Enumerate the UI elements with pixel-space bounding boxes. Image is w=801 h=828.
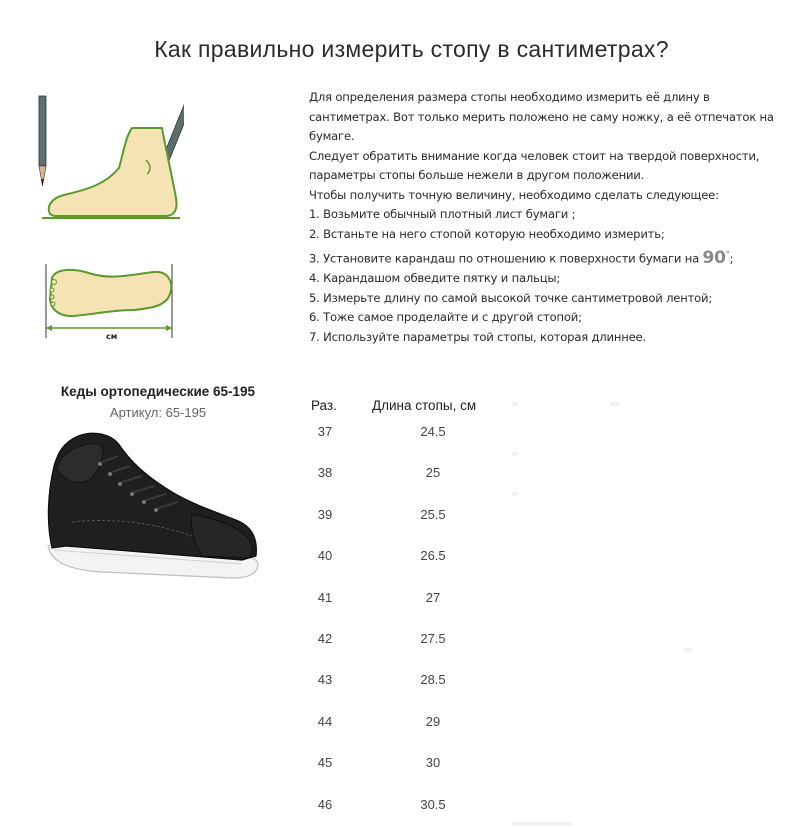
- instruction-step-4: 4. Карандашом обведите пятку и пальцы;: [309, 271, 561, 286]
- instruction-step-3: [309, 244, 789, 269]
- length-cell: 27.5: [420, 631, 446, 646]
- angle-value: 90°: [702, 247, 730, 268]
- length-cell: 29: [425, 714, 441, 729]
- length-cell: 28.5: [420, 672, 446, 687]
- background-artifact: [512, 822, 572, 826]
- foot-measure-illustration: [34, 88, 184, 348]
- cm-label: см: [106, 332, 118, 341]
- pencil-left-icon: [39, 96, 46, 186]
- size-cell: 44: [317, 714, 333, 729]
- instruction-step-7: 7. Используйте параметры той стопы, которая длиннее.: [309, 329, 646, 344]
- length-cell: 24.5: [420, 424, 446, 439]
- size-cell: 42: [317, 631, 333, 646]
- table-row: [0, 424, 500, 444]
- instruction-step-6: 6. Тоже самое проделайте и с другой стопой;: [309, 310, 582, 325]
- instruction-intro: Для определения размера стопы необходимо измерить её длину в сантиметрах. Вот только мерить положено не саму ножку, а её отпечаток на бумаге.: [309, 90, 774, 143]
- table-row: [0, 465, 500, 485]
- size-column-header: Раз.: [311, 398, 337, 413]
- instruction-step-5: 5. Измерьте длину по самой высокой точке сантиметровой лентой;: [309, 290, 713, 305]
- background-artifact: [684, 648, 692, 652]
- table-row: [0, 631, 500, 651]
- instruction-lead: Чтобы получить точную величину, необходимо сделать следующее:: [309, 187, 719, 202]
- table-row: [0, 797, 500, 817]
- product-name[interactable]: Кеды ортопедические 65-195: [60, 384, 256, 399]
- size-cell: 38: [317, 465, 333, 480]
- angle-suffix: ;: [729, 251, 734, 266]
- length-cell: 30: [425, 755, 441, 770]
- table-row: [0, 507, 500, 527]
- size-cell: 40: [317, 548, 333, 563]
- footprint-icon: [46, 264, 172, 338]
- table-row: [0, 590, 500, 610]
- length-cell: 30.5: [420, 797, 446, 812]
- instruction-step-1: 1. Возьмите обычный плотный лист бумаги ;: [309, 207, 576, 221]
- product-sku: Артикул: 65-195: [109, 405, 207, 420]
- background-artifact: [512, 492, 518, 496]
- table-row: [0, 755, 500, 775]
- foot-length-column-header: Длина стопы, см: [372, 398, 477, 413]
- table-row: [0, 714, 500, 734]
- size-cell: 39: [317, 507, 333, 522]
- page-title: Как правильно измерить стопу в сантиметрах?: [154, 36, 669, 62]
- background-artifact: [610, 402, 620, 406]
- instruction-note: Следует обратить внимание когда человек стоит на твердой поверхности, параметры стопы больше нежели в другом положении.: [309, 148, 760, 182]
- size-cell: 43: [317, 672, 333, 687]
- size-cell: 46: [317, 797, 333, 812]
- instruction-step-3-text: 3. Установите карандаш по отношению к поверхности бумаги на: [309, 251, 700, 266]
- instruction-step-2: 2. Встаньте на него стопой которую необходимо измерить;: [309, 226, 665, 241]
- table-row: [0, 672, 500, 692]
- length-cell: 27: [425, 590, 441, 605]
- length-cell: 26.5: [420, 548, 446, 563]
- size-cell: 41: [317, 590, 333, 605]
- length-cell: 25: [425, 465, 441, 480]
- size-cell: 45: [317, 755, 333, 770]
- measurement-instructions: [309, 88, 789, 347]
- background-artifact: [512, 452, 518, 456]
- background-artifact: [512, 402, 518, 406]
- table-row: [0, 548, 500, 568]
- length-cell: 25.5: [420, 507, 446, 522]
- size-cell: 37: [317, 424, 333, 439]
